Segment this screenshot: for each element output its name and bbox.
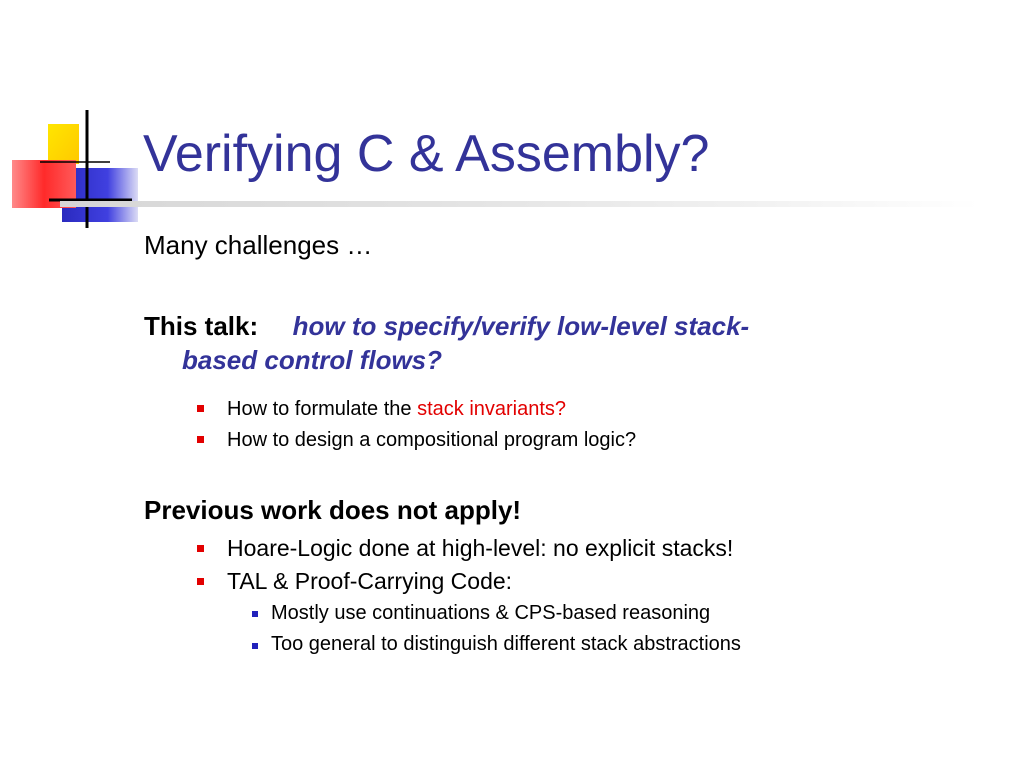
bullet-marker: [197, 545, 204, 552]
bullet-marker: [197, 405, 204, 412]
sub-bullet-marker: [252, 611, 258, 617]
bullet-marker: [197, 578, 204, 585]
previous-bullet-2: TAL & Proof-Carrying Code:: [227, 568, 513, 594]
intro-text: Many challenges …: [144, 230, 373, 260]
talk-line: [144, 309, 749, 343]
talk-bullet-1: [227, 395, 566, 423]
talk-label: This talk:: [144, 311, 259, 341]
previous-sub-bullet-2: Too general to distinguish different stack abstractions: [271, 633, 741, 655]
previous-sub-bullet-1: Mostly use continuations & CPS-based reasoning: [271, 602, 711, 624]
logo-yellow-square: [48, 124, 79, 164]
title-divider: [60, 201, 980, 207]
talk-question-line2: based control flows?: [182, 345, 443, 375]
previous-heading: Previous work does not apply!: [144, 495, 522, 525]
talk-bullet-2: How to design a compositional program logic?: [227, 429, 637, 451]
talk-bullet-1-prefix: How to formulate the: [227, 398, 418, 420]
talk-bullet-1-highlight: stack invariants?: [417, 398, 567, 420]
slide-title: Verifying C & Assembly?: [143, 125, 710, 183]
bullet-marker: [197, 436, 204, 443]
sub-bullet-marker: [252, 643, 258, 649]
previous-bullet-1: Hoare-Logic done at high-level: no explicit stacks!: [227, 535, 734, 561]
talk-question-line1: how to specify/verify low-level stack-: [292, 311, 750, 341]
